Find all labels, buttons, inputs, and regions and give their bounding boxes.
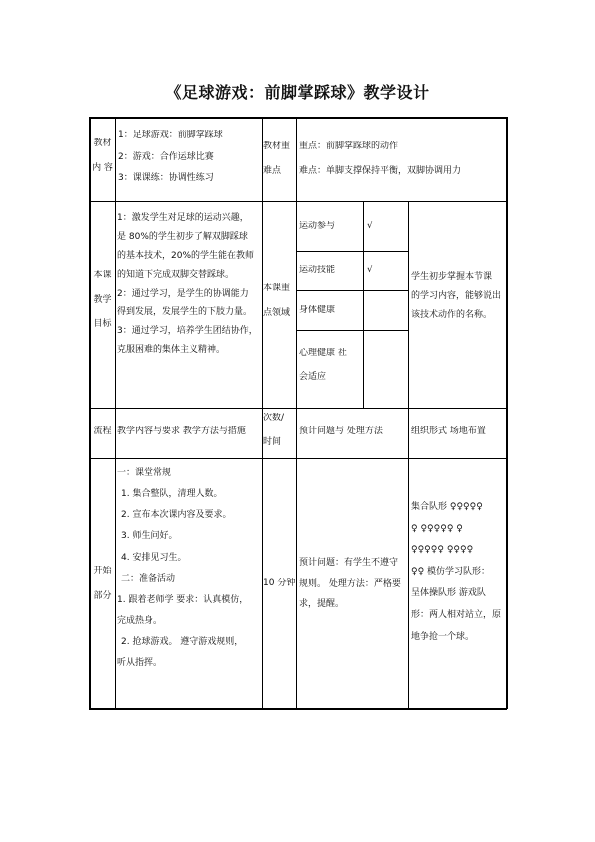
table-right-border [506,117,508,709]
problem-line: 预计问题：有学生不遵守 [299,558,399,568]
document-title: 《足球游戏：前脚掌踩球》教学设计 [165,83,430,102]
row-divider-2 [89,408,507,409]
content-item-3: 3：课课练：协调性练习 [118,173,214,184]
start-part-content [117,463,263,674]
header-process: 流程 [93,426,112,436]
domain-row-3 [296,330,408,331]
difficulty-point: 难点：单脚支撑保持平衡，双脚协调用力 [299,165,462,176]
goal-line: 2：通过学习，是学生的协调能力 [117,288,249,299]
label-line-2: 内 容 [92,162,113,173]
col-divider-1 [115,117,116,708]
domain-check-divider [363,201,364,408]
teaching-content-list [118,130,262,185]
remark-line: 学生初步掌握本节课 [411,272,493,282]
goal-line: 1：激发学生对足球的运动兴趣， [117,213,249,223]
header-problems: 预计问题与 处理方法 [299,426,383,436]
row-divider-3 [89,458,507,459]
remark-line: 的学习内容，能够说出 [411,290,502,301]
label-line-1: 本课重 [263,283,291,293]
table-bottom-border [89,708,507,710]
domain-check-2: √ [367,265,373,275]
org-line: 形：两人相对站立，原 [411,609,502,620]
content-line: 二：准备活动 [121,573,176,584]
header-times [263,413,297,448]
goals-label [90,270,115,331]
goals-list [117,209,263,360]
content-line: 1. 集合整队，清理人数。 [121,489,223,500]
start-part-time: 10 分钟 [263,578,296,588]
domain-name-4 [299,348,361,383]
header-content: 教学内容与要求 教学方法与措施 [117,426,246,436]
goal-line: 得到发展，发展学生的下肢力量。 [117,307,253,318]
org-line: ♀♀ 模仿学习队形： [411,566,491,577]
key-difficulty-text [299,141,504,177]
goal-line: 是 80%的学生初步了解双脚踩球 [117,231,248,242]
key-difficulty-label [263,141,297,177]
content-line: 2. 宣布本次课内容及要求。 [121,510,232,521]
org-line: 地争抢一个球。 [411,631,475,642]
goal-line: 的知道下完成双脚交替踩球。 [117,269,235,280]
content-line: 1. 跟着老师学 要求：认真模仿， [117,594,249,605]
domain-name-2: 运动技能 [299,265,336,275]
row-divider-1 [89,201,507,202]
goal-line: 3：通过学习，培养学生团结协作， [117,326,258,337]
label-line-2: 难点 [263,165,282,176]
label-line-2: 部分 [93,590,112,601]
content-item-1: 1：足球游戏：前脚掌踩球 [118,130,223,140]
table-left-border [89,117,91,709]
times-line-1: 次数/ [263,413,285,423]
content-line: 2. 抢球游戏。 遵守游戏规则， [121,637,244,648]
times-line-2: 时间 [263,436,282,447]
content-line: 4. 安排见习生。 [121,552,187,563]
goals-remark [411,268,505,325]
problem-line: 求，提醒。 [299,599,345,610]
remark-line: 该技术动作的名称。 [411,309,493,320]
domain-name-1: 运动参与 [299,221,336,231]
label-line-1: 开始 [93,566,112,576]
goal-line: 克服困难的集体主义精神。 [117,345,226,356]
table-top-border [89,117,507,119]
label-line-2: 点领域 [263,307,291,318]
domain-row-1 [296,251,408,252]
label-line-1: 教材 [93,138,112,148]
domain-name-4-line-2: 会适应 [299,371,327,382]
domain-remark-divider [408,201,409,408]
domain-row-2 [296,290,408,291]
start-part-organization [411,497,506,648]
label-line-1: 教材重 [263,141,291,151]
domain-name-4-line-1: 心理健康 社 [299,348,347,358]
org-line: ♀♀♀♀♀ ♀♀♀♀ [411,545,474,556]
content-line: 完成热身。 [117,615,163,626]
org-line: 呈体操队形 游戏队 [411,588,486,599]
org-line: ♀ ♀♀♀♀♀ ♀ [411,523,463,534]
domain-label [263,283,297,319]
start-part-label [90,566,115,602]
goal-line: 的基本技术，20%的学生能在教师 [117,250,255,261]
domain-check-1: √ [367,221,373,231]
teaching-content-label [90,138,115,174]
org-divider [408,408,409,708]
header-organization: 组织形式 场地布置 [411,426,486,436]
org-line: 集合队形 ♀♀♀♀♀ [411,502,483,512]
content-line: 听从指挥。 [117,658,163,669]
label-line-2: 教学 [93,294,112,305]
key-point: 重点：前脚掌踩球的动作 [299,141,399,151]
start-part-problems [299,553,407,615]
content-item-2: 2：游戏：合作运球比赛 [118,151,214,162]
content-line: 3. 师生问好。 [121,531,178,542]
label-line-1: 本课 [93,270,112,280]
content-line: 一：课堂常规 [117,468,172,478]
domain-name-3: 身体健康 [299,305,336,315]
problem-line: 规则。 处理方法：严格要 [299,578,401,589]
label-line-3: 目标 [93,319,112,330]
